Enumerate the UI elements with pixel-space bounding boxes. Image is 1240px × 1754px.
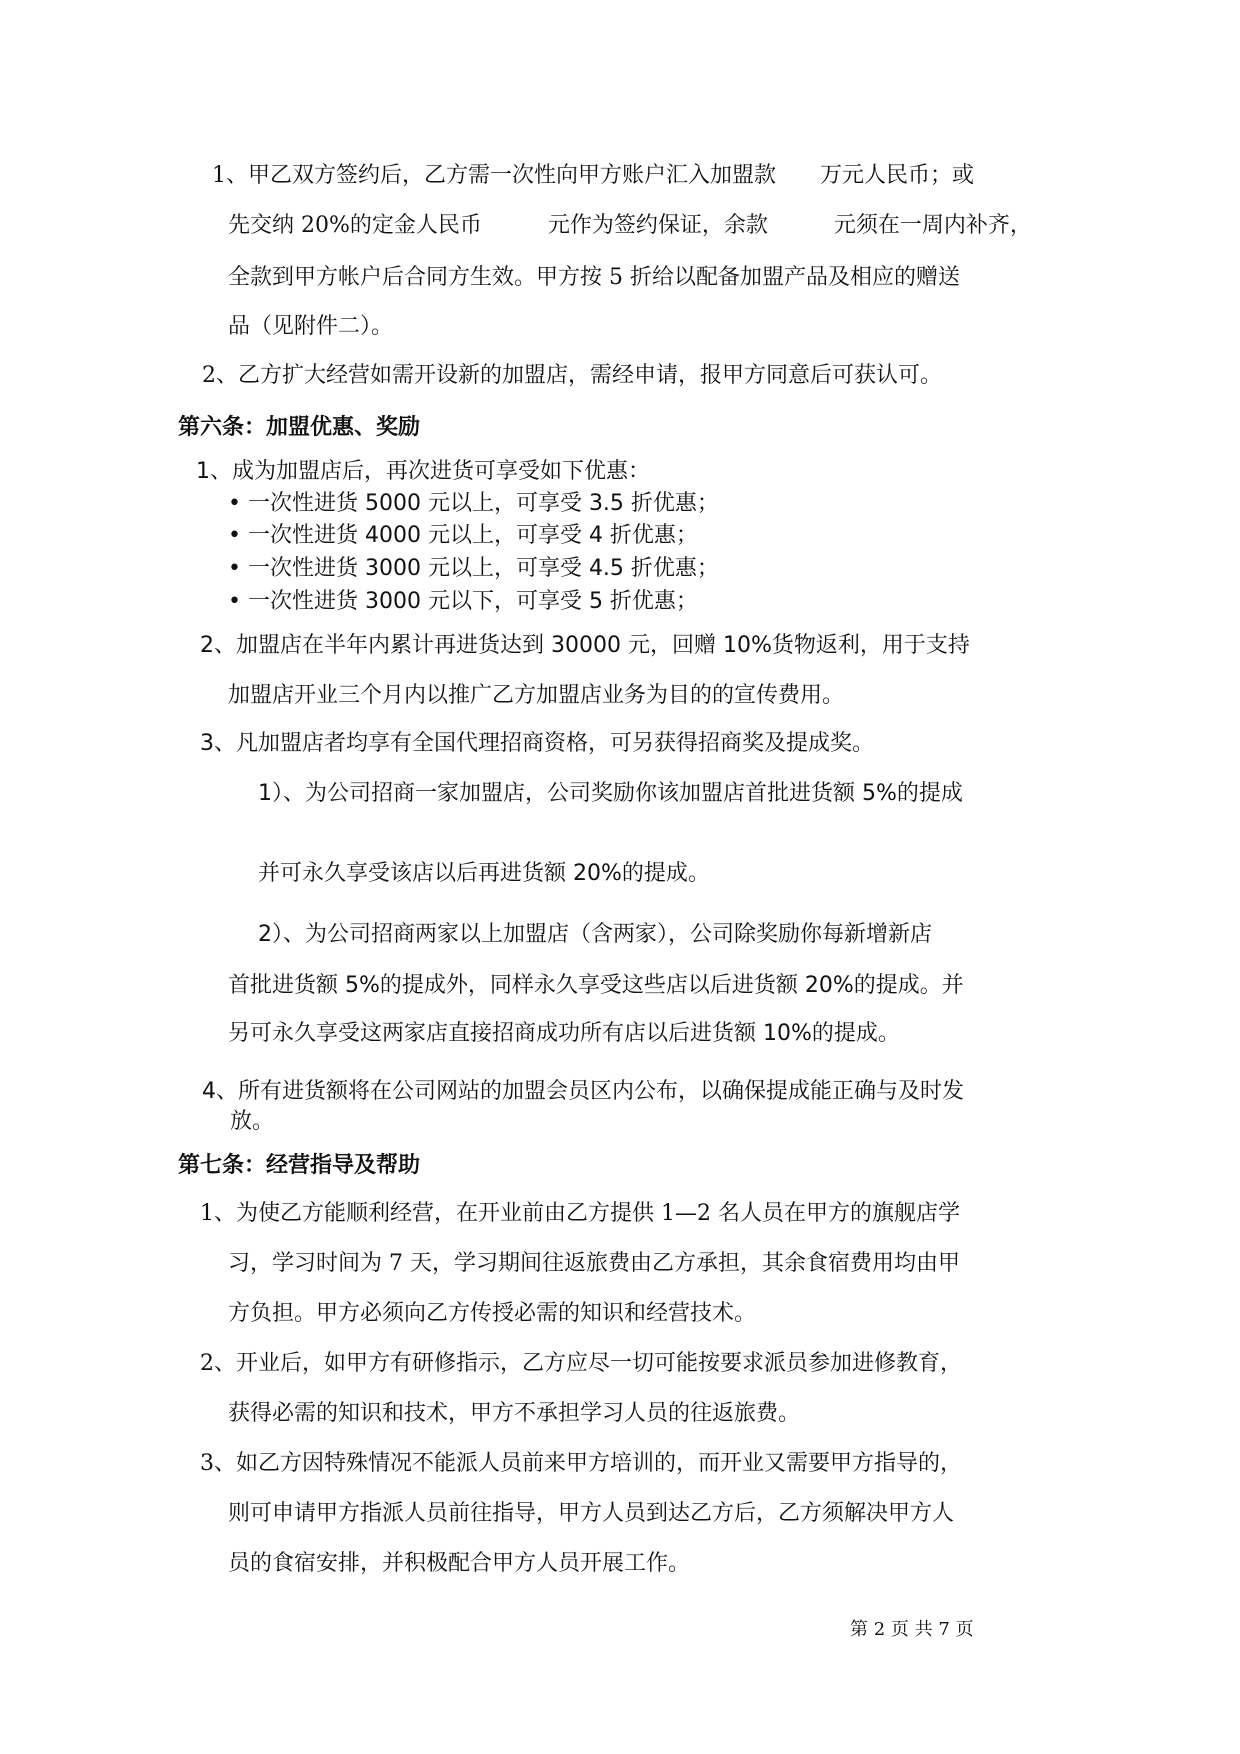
sec6-sub2-line1: 2）、为公司招商两家以上加盟店（含两家），公司除奖励你每新增新店: [258, 922, 932, 947]
sec7-item3-line2: 则可申请甲方指派人员前往指导，甲方人员到达乙方后，乙方须解决甲方人: [228, 1501, 955, 1526]
sec6-item2-line1: 2、加盟店在半年内累计再进货达到 30000 元，回赠 10%货物返利，用于支持: [200, 633, 970, 658]
sec5-item2: 2、乙方扩大经营如需开设新的加盟店，需经申请，报甲方同意后可获认可。: [202, 363, 942, 388]
sec6-sub1-line2: 并可永久享受该店以后再进货额 20%的提成。: [258, 861, 710, 886]
sec6-sub2-line3: 另可永久享受这两家店直接招商成功所有店以后进货额 10%的提成。: [228, 1021, 900, 1046]
sec6-item1: 1、成为加盟店后，再次进货可享受如下优惠：: [196, 459, 650, 484]
sec7-item3-line1: 3、如乙方因特殊情况不能派人员前来甲方培训的，而开业又需要甲方指导的，: [200, 1451, 962, 1476]
sec6-sub2-line2: 首批进货额 5%的提成外，同样永久享受这些店以后进货额 20%的提成。并: [228, 973, 964, 998]
section7-heading: 第七条：经营指导及帮助: [178, 1153, 421, 1178]
sec5-item1-line3: 全款到甲方帐户后合同方生效。甲方按 5 折给以配备加盟产品及相应的赠送: [228, 265, 960, 290]
sec5-item1-line2: 先交纳 20%的定金人民币 元作为签约保证，余款 元须在一周内补齐，: [228, 213, 1032, 238]
sec6-item3: 3、凡加盟店者均享有全国代理招商资格，可另获得招商奖及提成奖。: [200, 731, 874, 756]
sec5-item1-line1: 1、甲乙双方签约后，乙方需一次性向甲方账户汇入加盟款 万元人民币；或: [212, 163, 974, 188]
sec6-item4-line2: 放。: [230, 1109, 275, 1134]
section6-heading: 第六条：加盟优惠、奖励: [178, 415, 421, 440]
sec6-bullet-1: • 一次性进货 5000 元以上，可享受 3.5 折优惠；: [228, 491, 719, 516]
sec7-item1-line3: 方负担。甲方必须向乙方传授必需的知识和经营技术。: [228, 1301, 757, 1326]
sec6-bullet-2: • 一次性进货 4000 元以上，可享受 4 折优惠；: [228, 523, 698, 548]
page-number-footer: 第 2 页 共 7 页: [850, 1619, 974, 1640]
sec7-item2-line1: 2、开业后，如甲方有研修指示，乙方应尽一切可能按要求派员参加进修教育，: [200, 1351, 962, 1376]
sec6-item2-line2: 加盟店开业三个月内以推广乙方加盟店业务为目的的宣传费用。: [228, 683, 845, 708]
sec5-item1-line4: 品（见附件二）。: [228, 314, 394, 339]
sec6-sub1-line1: 1）、为公司招商一家加盟店，公司奖励你该加盟店首批进货额 5%的提成: [258, 781, 963, 806]
sec6-bullet-3: • 一次性进货 3000 元以上，可享受 4.5 折优惠；: [228, 556, 719, 581]
sec7-item1-line2: 习，学习时间为 7 天，学习期间往返旅费由乙方承担，其余食宿费用均由甲: [228, 1251, 960, 1276]
sec7-item2-line2: 获得必需的知识和技术，甲方不承担学习人员的往返旅费。: [228, 1401, 801, 1426]
sec6-item4-line1: 4、所有进货额将在公司网站的加盟会员区内公布，以确保提成能正确与及时发: [202, 1079, 964, 1104]
sec7-item3-line3: 员的食宿安排，并积极配合甲方人员开展工作。: [228, 1551, 691, 1576]
sec7-item1-line1: 1、为使乙方能顺利经营，在开业前由乙方提供 1—2 名人员在甲方的旗舰店学: [200, 1201, 960, 1226]
sec6-bullet-4: • 一次性进货 3000 元以下，可享受 5 折优惠；: [228, 589, 698, 614]
